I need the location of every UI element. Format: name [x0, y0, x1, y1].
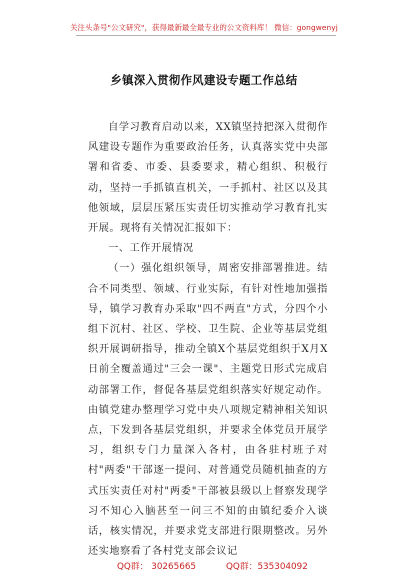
- footer-qq-group-2: QQ群：535304092: [226, 562, 308, 572]
- footer-qq-group-1: QQ群： 30265665: [117, 562, 197, 572]
- header-divider: [76, 35, 336, 36]
- document-title: 乡镇深入贯彻作风建设专题工作总结: [110, 73, 298, 87]
- intro-paragraph: 自学习教育启动以来，XX镇坚持把深入贯彻作风建设专题作为重要政治任务，认真落实党中央部署和省委、市委、县委要求，精心组织、积极行动，坚持一手抓镇直机关，一手抓村、社区以及其他领域，层层压紧压实责任切实推动学习教育扎实开展。现将有关情况汇报如下：: [88, 122, 328, 235]
- body-paragraph: （一）强化组织领导，周密安排部署推进。结合不同类型、领域、行业实际，有针对性地加强指导，镇学习教育办采取"四不两直"方式，分四个小组下沉村、社区、学校、卫生院、企业等基层党组织开展调研指导，推动全镇X个基层党组织于X月X日前全覆盖通过"三会一课"、主题党日形式完成启动部署工作，督促各基层党组织落实好规定动作。由镇党建办整理学习党中央八项规定精神相关知识点，下发到各基层党组织，并要求全体党员开展学习，组织专门力量深入各村，由各驻村班子对村"两委"干部逐一提问、对普通党员随机抽查的方式压实责任对村"两委"干部被县级以上督察发现学习不知心入脑甚至一问三不知的由镇纪委介入谈话，核实情况，并要求党支部进行限期整改。另外还实地察看了各村党支部会议记: [88, 263, 328, 558]
- section-heading: 一、工作开展情况: [108, 243, 194, 255]
- header-banner: 关注头条号"公文研究"，获得最新最全最专业的公文资料库！ 微信：gongwenyj: [70, 23, 338, 32]
- document-body: [88, 118, 328, 562]
